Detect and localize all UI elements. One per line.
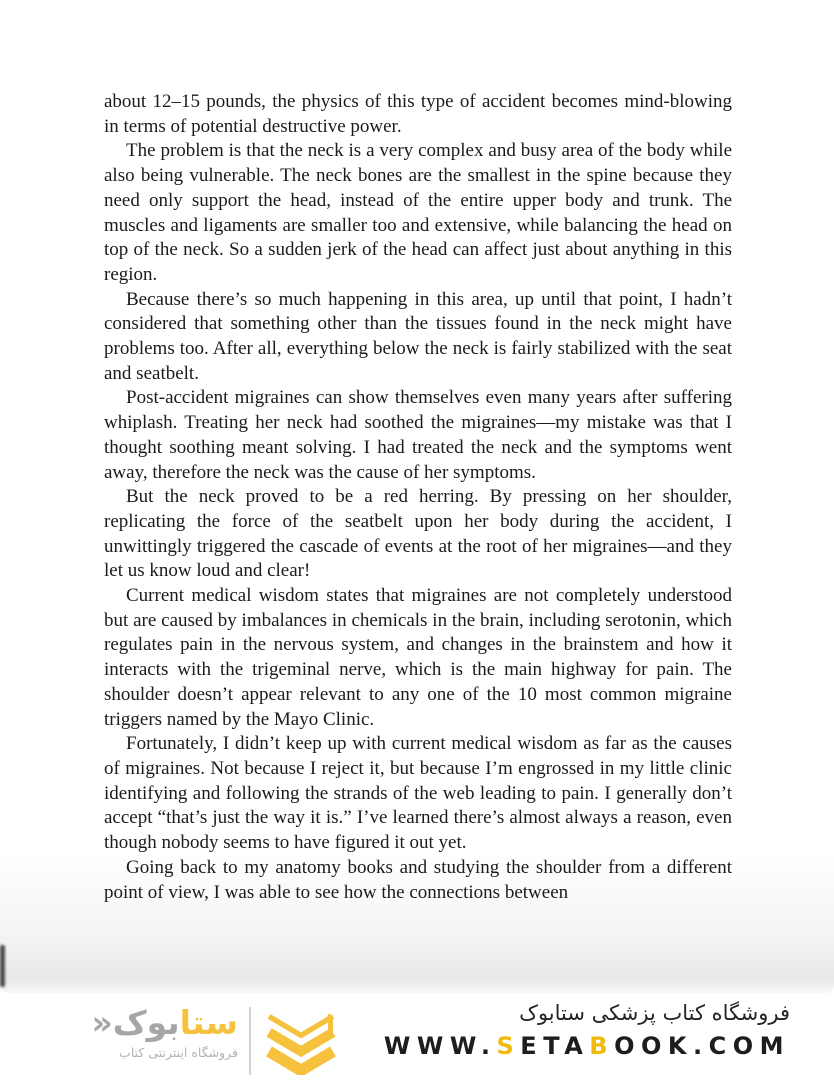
- scan-edge-artifact: [0, 945, 5, 987]
- paragraph: about 12–15 pounds, the physics of this type of accident becomes mind-blowing in terms of potential destructive power.: [104, 91, 732, 137]
- store-title: فروشگاه کتاب پزشکی ستابوک: [519, 1001, 790, 1025]
- store-info: [384, 1001, 790, 1060]
- url-rest: OOK.COM: [614, 1032, 790, 1060]
- wordmark-rest-part: بوک: [112, 1003, 180, 1042]
- wordmark-first-part: ستا: [179, 1003, 238, 1042]
- setabook-logo: [70, 1005, 342, 1075]
- url-letter-b: B: [589, 1032, 615, 1060]
- double-chevron-icon: [260, 1005, 342, 1075]
- paragraph: Because there’s so much happening in this area, up until that point, I hadn’t considered that something other than the tissues found in the neck might have problems too. After all, everything below the neck is fairly stabilized with the seat and seatbelt.: [104, 288, 732, 384]
- url-www: WWW.: [383, 1032, 497, 1060]
- logo-divider: [249, 1007, 251, 1075]
- paragraph: Post-accident migraines can show themselves even many years after suffering whiplash. Treating her neck had soothed the migraines—my mistake was that I thought soothing meant solving. I had treated the neck and the symptoms went away, therefore the neck was the cause of her symptoms.: [104, 387, 732, 483]
- paragraph: Going back to my anatomy books and studying the shoulder from a different point of view, I was able to see how the connections between: [104, 856, 732, 903]
- paragraph: The problem is that the neck is a very complex and busy area of the body while also being vulnerable. The neck bones are the smallest in the spine because they need only support the head, instead of the entire upper body and trunk. The muscles and ligaments are smaller too and extensive, while balancing the head on top of the neck. So a sudden jerk of the head can affect just about anything in this region.: [104, 140, 732, 285]
- footer: [0, 993, 834, 1080]
- store-url-link[interactable]: [384, 1032, 790, 1060]
- paragraph: Fortunately, I didn’t keep up with current medical wisdom as far as the causes of migraines. Not because I reject it, but because I’m engrossed in my little clinic identifying and following the strands of the web leading to pain. I generally don’t accept “that’s just the way it is.” I’ve learned there’s almost always a reason, even though nobody seems to have figured it out yet.: [104, 733, 732, 854]
- page-text: [104, 90, 732, 905]
- url-letter-s: S: [496, 1032, 521, 1060]
- guillemet-icon: «: [91, 1003, 113, 1042]
- url-eta: ETA: [520, 1032, 590, 1060]
- paragraph: Current medical wisdom states that migraines are not completely understood but are caused by imbalances in chemicals in the brain, including serotonin, which regulates pain in the nervous system, and changes in the brainstem and how it interacts with the trigeminal nerve, which is the main highway for pain. The shoulder doesn’t appear relevant to any one of the 10 most common migraine triggers named by the Mayo Clinic.: [104, 585, 732, 730]
- paragraph: But the neck proved to be a red herring. By pressing on her shoulder, replicating the force of the seatbelt upon her body during the accident, I unwittingly triggered the cascade of events at the root of her migraines—and they let us know loud and clear!: [104, 486, 732, 582]
- logo-text-block: [70, 1005, 238, 1075]
- logo-tagline: فروشگاه اینترنتی کتاب: [119, 1045, 238, 1060]
- logo-wordmark: [91, 1005, 238, 1041]
